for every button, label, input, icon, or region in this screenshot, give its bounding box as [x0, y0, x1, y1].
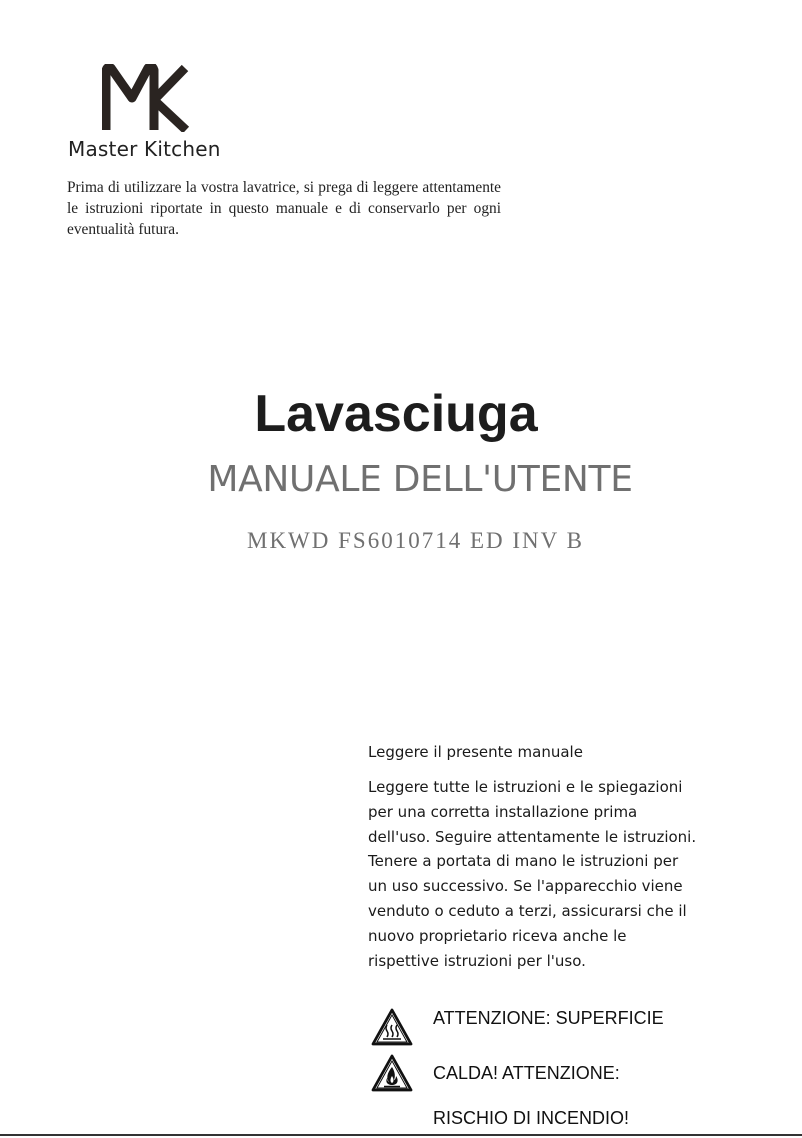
brand-name: Master Kitchen	[68, 137, 221, 161]
warning-line-2: CALDA! ATTENZIONE:	[433, 1063, 620, 1083]
manual-subtitle: MANUALE DELL'UTENTE	[207, 459, 633, 500]
model-number: MKWD FS6010714 ED INV B	[247, 528, 584, 553]
fire-hazard-warning-icon	[370, 1053, 414, 1093]
warning-line-3: RISCHIO DI INCENDIO!	[433, 1108, 630, 1128]
intro-paragraph: Prima di utilizzare la vostra lavatrice, si prega di leggere attentamente le istruzioni riportate in questo manuale e di conservarlo per ogni eventualità futura.	[67, 179, 501, 238]
hot-surface-warning-icon	[370, 1007, 414, 1047]
read-manual-heading: Leggere il presente manuale	[368, 743, 583, 761]
warning-line-1: ATTENZIONE: SUPERFICIE	[433, 1008, 664, 1028]
page-bottom-rule	[0, 1134, 802, 1136]
page-title: Lavasciuga	[254, 385, 538, 443]
read-manual-body: Leggere tutte le istruzioni e le spiegazioni per una corretta installazione prima dell'uso. Seguire attentamente le istruzioni. Tenere a portata di mano le istruzioni per un uso successivo. Se l'apparecchio viene venduto o ceduto a terzi, assicurarsi che il nuovo proprietario riceva anche le rispettive istruzioni per l'uso.	[368, 778, 697, 970]
mk-monogram-icon	[102, 64, 190, 132]
